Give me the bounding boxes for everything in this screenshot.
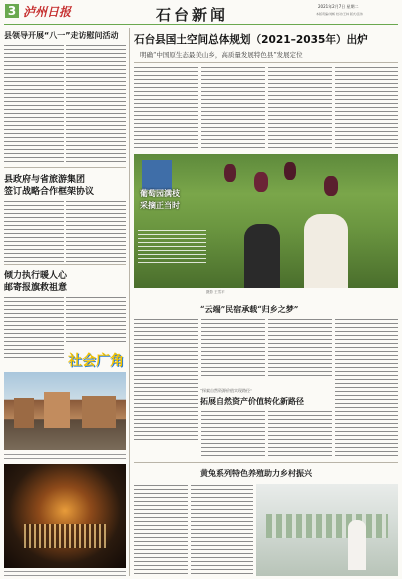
body-text-block (335, 318, 398, 408)
headline-bayi: 县领导开展“八一”走访慰问活动 (4, 31, 119, 40)
grape-title-line1: 葡萄园满枝 (140, 189, 180, 198)
body-text-block (4, 44, 64, 164)
body-text-block (66, 296, 126, 344)
body-text-block (134, 318, 198, 442)
column-rule (129, 28, 130, 576)
body-text-block (201, 318, 265, 378)
greenhouse-photo (256, 484, 398, 576)
issue-date: 2021年2月7日 星期二 (318, 4, 359, 9)
grape-title-line2: 采摘正当时 (140, 201, 180, 210)
body-text-block (268, 66, 332, 150)
kicker-ziyuan: “探索自然资源价值实现路径” (200, 388, 253, 393)
page-number-badge: 3 (5, 4, 19, 18)
paper-logo: 泸州日报 (23, 5, 72, 19)
grape-caption-box (138, 230, 206, 264)
body-text-block (201, 66, 265, 150)
photo-caption (4, 452, 126, 462)
body-text-block (335, 410, 398, 458)
headline-jituan-2: 签订战略合作框架协议 (4, 187, 95, 197)
body-text-block (4, 296, 64, 358)
body-text-block (134, 66, 198, 150)
masthead (0, 0, 402, 26)
photo-caption (4, 569, 126, 577)
body-text-block (4, 200, 64, 262)
grape-credit: 摄影 王雪平 (206, 290, 225, 294)
headline-ziyuan: 拓展自然资产价值转化新路径 (200, 396, 304, 406)
body-text-block (268, 318, 332, 378)
headline-minsu: “云端”民宿承载“归乡之梦” (200, 304, 299, 314)
divider (134, 62, 398, 63)
body-text-block (66, 200, 126, 262)
divider (4, 264, 126, 265)
divider (4, 167, 126, 168)
town-photo (4, 372, 126, 450)
body-text-block (191, 484, 253, 576)
section-title: 石台新闻 (156, 6, 229, 24)
body-text-block (335, 66, 398, 150)
headline-huangtu: 黄兔系列特色养殖助力乡村振兴 (200, 468, 312, 478)
lead-title: 石台县国土空间总体规划（2021–2035年）出炉 (134, 34, 368, 46)
body-text-block (134, 484, 188, 576)
body-text-block (268, 410, 332, 458)
headline-zhixing-1: 倾力执行暖人心 (4, 271, 68, 281)
editor-line: 本版责编/刘畅 校对/王林 版式/张伟 (316, 12, 363, 16)
masthead-rule (4, 24, 398, 25)
headline-zhixing-2: 邮寄报旗救祖意 (4, 283, 68, 293)
lead-subtitle: 明确“中国原生态最美山乡，高质量发展特色县”发展定位 (140, 51, 303, 59)
body-text-block (201, 410, 265, 458)
divider (134, 462, 398, 463)
body-text-block (66, 44, 126, 164)
grape-photo (134, 154, 398, 288)
social-angle-logo (68, 350, 128, 370)
night-event-photo (4, 464, 126, 568)
headline-jituan-1: 县政府与省旅游集团 (4, 175, 86, 185)
social-angle-label: 社会广角 (68, 353, 124, 369)
